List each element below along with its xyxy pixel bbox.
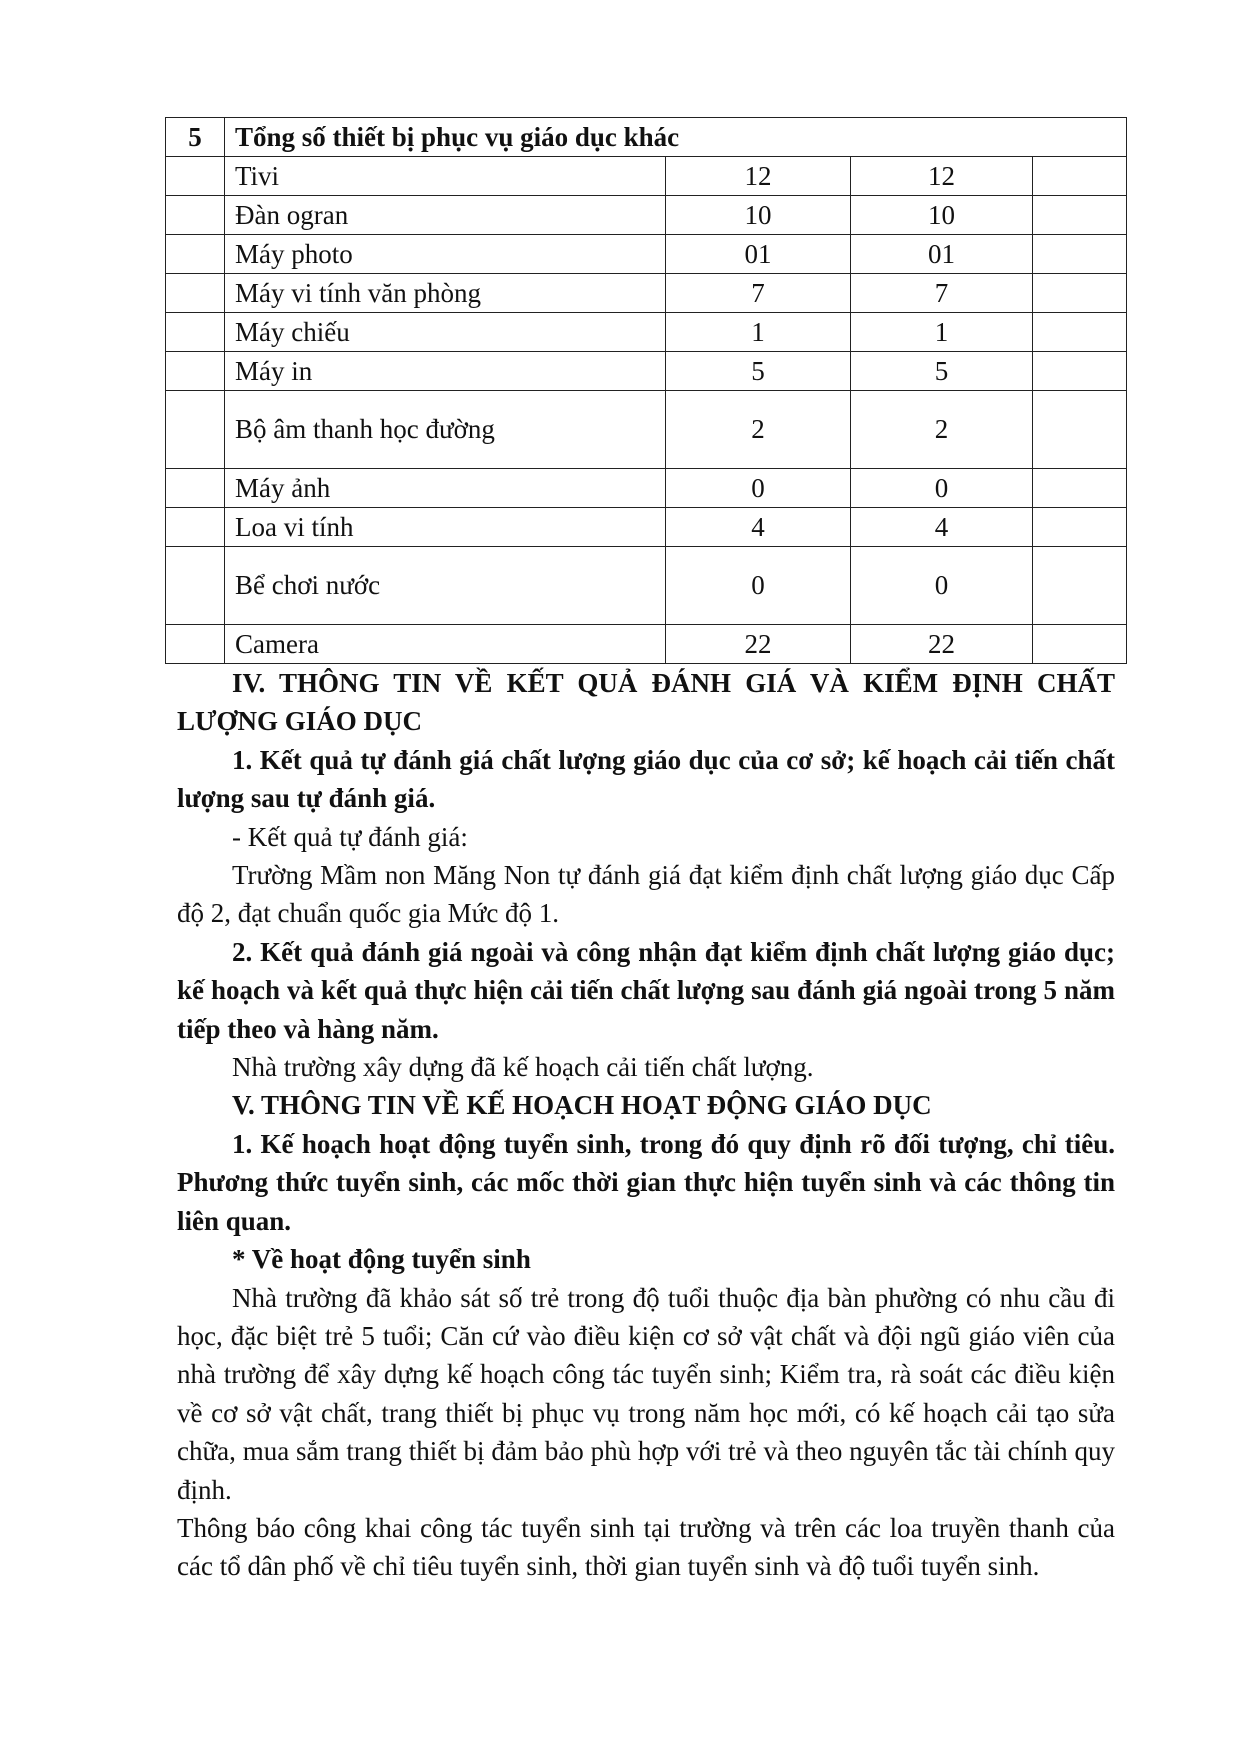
equipment-note xyxy=(1033,157,1127,196)
section-title: Tổng số thiết bị phục vụ giáo dục khác xyxy=(225,118,1127,157)
row-index-cell xyxy=(166,352,225,391)
document-body xyxy=(177,664,1115,1586)
table-row xyxy=(166,508,1127,547)
section-v-item1-heading: 1. Kế hoạch hoạt động tuyển sinh, trong đó quy định rõ đối tượng, chỉ tiêu. Phương thức tuyển sinh, các mốc thời gian thực hiện tuyển sinh và các thông tin liên quan. xyxy=(177,1128,1115,1236)
section-iv-item1-sub: - Kết quả tự đánh giá: xyxy=(232,821,468,852)
row-index-cell xyxy=(166,313,225,352)
equipment-name: Máy vi tính văn phòng xyxy=(225,274,666,313)
section-v-sub-heading: * Về hoạt động tuyển sinh xyxy=(232,1244,531,1275)
table-row xyxy=(166,235,1127,274)
equipment-name: Máy photo xyxy=(225,235,666,274)
equipment-note xyxy=(1033,469,1127,508)
table-row xyxy=(166,547,1127,625)
equipment-count-2: 1 xyxy=(851,313,1033,352)
section-v-para1: Nhà trường đã khảo sát số trẻ trong độ tuổi thuộc địa bàn phường có nhu cầu đi học, đặc biệt trẻ 5 tuổi; Căn cứ vào điều kiện cơ sở vật chất và đội ngũ giáo viên của nhà trường để xây dựng kế hoạch công tác tuyển sinh; Kiểm tra, rà soát các điều kiện về cơ sở vật chất, trang thiết bị phục vụ trong năm học mới, có kế hoạch cải tạo sửa chữa, mua sắm trang thiết bị đảm bảo phù hợp với trẻ và theo nguyên tắc tài chính quy định. xyxy=(177,1282,1115,1505)
equipment-name: Máy in xyxy=(225,352,666,391)
equipment-count-1: 01 xyxy=(666,235,851,274)
equipment-name: Bể chơi nước xyxy=(225,547,666,625)
equipment-count-2: 2 xyxy=(851,391,1033,469)
equipment-count-1: 1 xyxy=(666,313,851,352)
equipment-note xyxy=(1033,274,1127,313)
equipment-name: Bộ âm thanh học đường xyxy=(225,391,666,469)
equipment-count-2: 4 xyxy=(851,508,1033,547)
equipment-note xyxy=(1033,547,1127,625)
equipment-count-1: 7 xyxy=(666,274,851,313)
row-index-cell xyxy=(166,469,225,508)
equipment-count-2: 01 xyxy=(851,235,1033,274)
row-index-cell xyxy=(166,625,225,664)
equipment-note xyxy=(1033,391,1127,469)
table-row xyxy=(166,274,1127,313)
equipment-name: Đàn ogran xyxy=(225,196,666,235)
section-v-heading: V. THÔNG TIN VỀ KẾ HOẠCH HOẠT ĐỘNG GIÁO DỤC xyxy=(232,1090,932,1121)
equipment-count-1: 10 xyxy=(666,196,851,235)
equipment-name: Tivi xyxy=(225,157,666,196)
equipment-count-2: 5 xyxy=(851,352,1033,391)
row-index-cell xyxy=(166,508,225,547)
equipment-note xyxy=(1033,625,1127,664)
equipment-count-2: 0 xyxy=(851,547,1033,625)
equipment-note xyxy=(1033,352,1127,391)
equipment-count-1: 12 xyxy=(666,157,851,196)
equipment-count-1: 4 xyxy=(666,508,851,547)
equipment-count-1: 2 xyxy=(666,391,851,469)
section-index: 5 xyxy=(166,118,225,157)
equipment-name: Loa vi tính xyxy=(225,508,666,547)
table-row xyxy=(166,157,1127,196)
section-iv-item2-heading: 2. Kết quả đánh giá ngoài và công nhận đạt kiểm định chất lượng giáo dục; kế hoạch và kết quả thực hiện cải tiến chất lượng sau đánh giá ngoài trong 5 năm tiếp theo và hàng năm. xyxy=(177,936,1115,1044)
table-row xyxy=(166,196,1127,235)
row-index-cell xyxy=(166,196,225,235)
row-index-cell xyxy=(166,547,225,625)
section-iv-item2-body: Nhà trường xây dựng đã kế hoạch cải tiến chất lượng. xyxy=(232,1052,814,1083)
table-row xyxy=(166,469,1127,508)
equipment-count-2: 22 xyxy=(851,625,1033,664)
equipment-count-2: 7 xyxy=(851,274,1033,313)
equipment-count-1: 0 xyxy=(666,469,851,508)
section-v-para2: Thông báo công khai công tác tuyển sinh tại trường và trên các loa truyền thanh của các tổ dân phố về chỉ tiêu tuyển sinh, thời gian tuyển sinh và độ tuổi tuyển sinh. xyxy=(177,1512,1115,1582)
equipment-name: Máy chiếu xyxy=(225,313,666,352)
equipment-name: Camera xyxy=(225,625,666,664)
equipment-table xyxy=(165,117,1127,664)
row-index-cell xyxy=(166,157,225,196)
row-index-cell xyxy=(166,274,225,313)
equipment-note xyxy=(1033,235,1127,274)
equipment-count-2: 0 xyxy=(851,469,1033,508)
equipment-count-1: 0 xyxy=(666,547,851,625)
section-iv-item1-heading: 1. Kết quả tự đánh giá chất lượng giáo dục của cơ sở; kế hoạch cải tiến chất lượng sau tự đánh giá. xyxy=(177,744,1115,814)
row-index-cell xyxy=(166,235,225,274)
table-row xyxy=(166,313,1127,352)
equipment-note xyxy=(1033,196,1127,235)
table-row xyxy=(166,391,1127,469)
equipment-note xyxy=(1033,508,1127,547)
table-row xyxy=(166,352,1127,391)
table-row xyxy=(166,625,1127,664)
row-index-cell xyxy=(166,391,225,469)
section-iv-heading: IV. THÔNG TIN VỀ KẾT QUẢ ĐÁNH GIÁ VÀ KIỂM ĐỊNH CHẤT LƯỢNG GIÁO DỤC xyxy=(177,668,1115,737)
equipment-count-1: 5 xyxy=(666,352,851,391)
section-header-row xyxy=(166,118,1127,157)
equipment-count-2: 12 xyxy=(851,157,1033,196)
equipment-count-1: 22 xyxy=(666,625,851,664)
equipment-count-2: 10 xyxy=(851,196,1033,235)
equipment-name: Máy ảnh xyxy=(225,469,666,508)
section-iv-item1-body: Trường Mầm non Măng Non tự đánh giá đạt kiểm định chất lượng giáo dục Cấp độ 2, đạt chuẩn quốc gia Mức độ 1. xyxy=(177,860,1115,929)
equipment-note xyxy=(1033,313,1127,352)
